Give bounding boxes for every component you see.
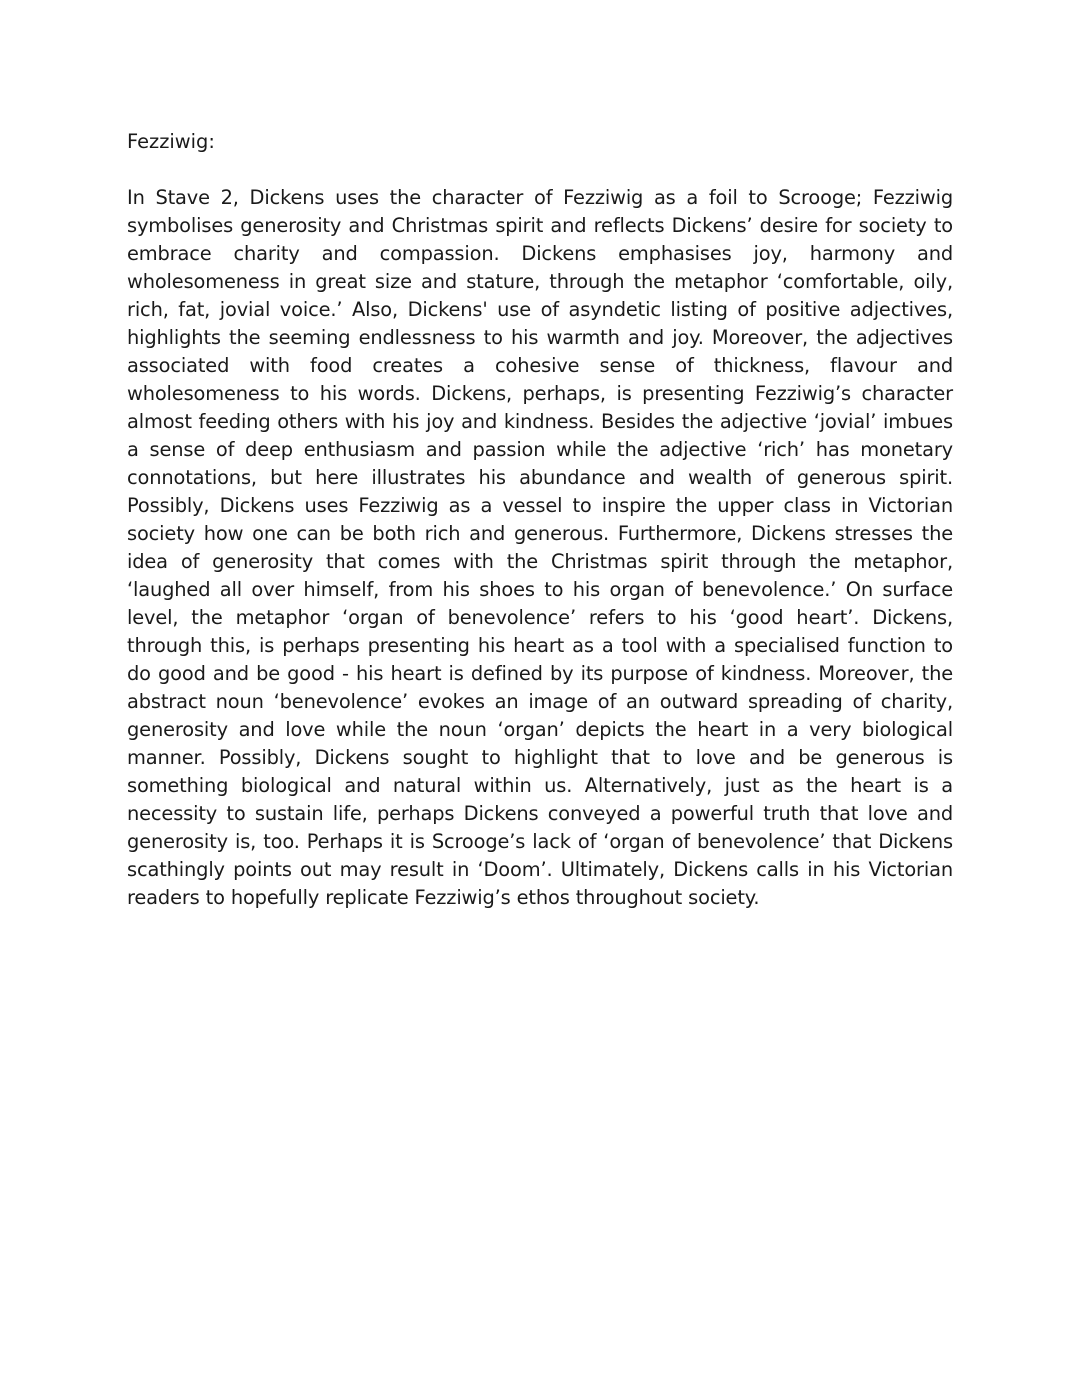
section-heading: Fezziwig: xyxy=(127,130,215,153)
body-paragraph: In Stave 2, Dickens uses the character of Fezziwig as a foil to Scrooge; Fezziwig symbolises generosity and Christmas spirit and reflects Dickens’ desire for society to embrace charity and compassion. Dickens emphasises joy, harmony and wholesomeness in great size and stature, through the metaphor ‘comfortable, oily, rich, fat, jovial voice.’ Also, Dickens' use of asyndetic listing of positive adjectives, highlights the seeming endlessness to his warmth and joy. Moreover, the adjectives associated with food creates a cohesive sense of thickness, flavour and wholesomeness to his words. Dickens, perhaps, is presenting Fezziwig’s character almost feeding others with his joy and kindness. Besides the adjective ‘jovial’ imbues a sense of deep enthusiasm and passion while the adjective ‘rich’ has monetary connotations, but here illustrates his abundance and wealth of generous spirit. Possibly, Dickens uses Fezziwig as a vessel to inspire the upper class in Victorian society how one can be both rich and generous. Furthermore, Dickens stresses the idea of generosity that comes with the Christmas spirit through the metaphor, ‘laughed all over himself, from his shoes to his organ of benevolence.’ On surface level, the metaphor ‘organ of benevolence’ refers to his ‘good heart’. Dickens, through this, is perhaps presenting his heart as a tool with a specialised function to do good and be good - his heart is defined by its purpose of kindness. Moreover, the abstract noun ‘benevolence’ evokes an image of an outward spreading of charity, generosity and love while the noun ‘organ’ depicts the heart in a very biological manner. Possibly, Dickens sought to highlight that to love and be generous is something biological and natural within us. Alternatively, just as the heart is a necessity to sustain life, perhaps Dickens conveyed a powerful truth that love and generosity is, too. Perhaps it is Scrooge’s lack of ‘organ of benevolence’ that Dickens scathingly points out may result in ‘Doom’. Ultimately, Dickens calls in his Victorian readers to hopefully replicate Fezziwig’s ethos throughout society. xyxy=(127,186,953,909)
document-content xyxy=(127,128,953,912)
